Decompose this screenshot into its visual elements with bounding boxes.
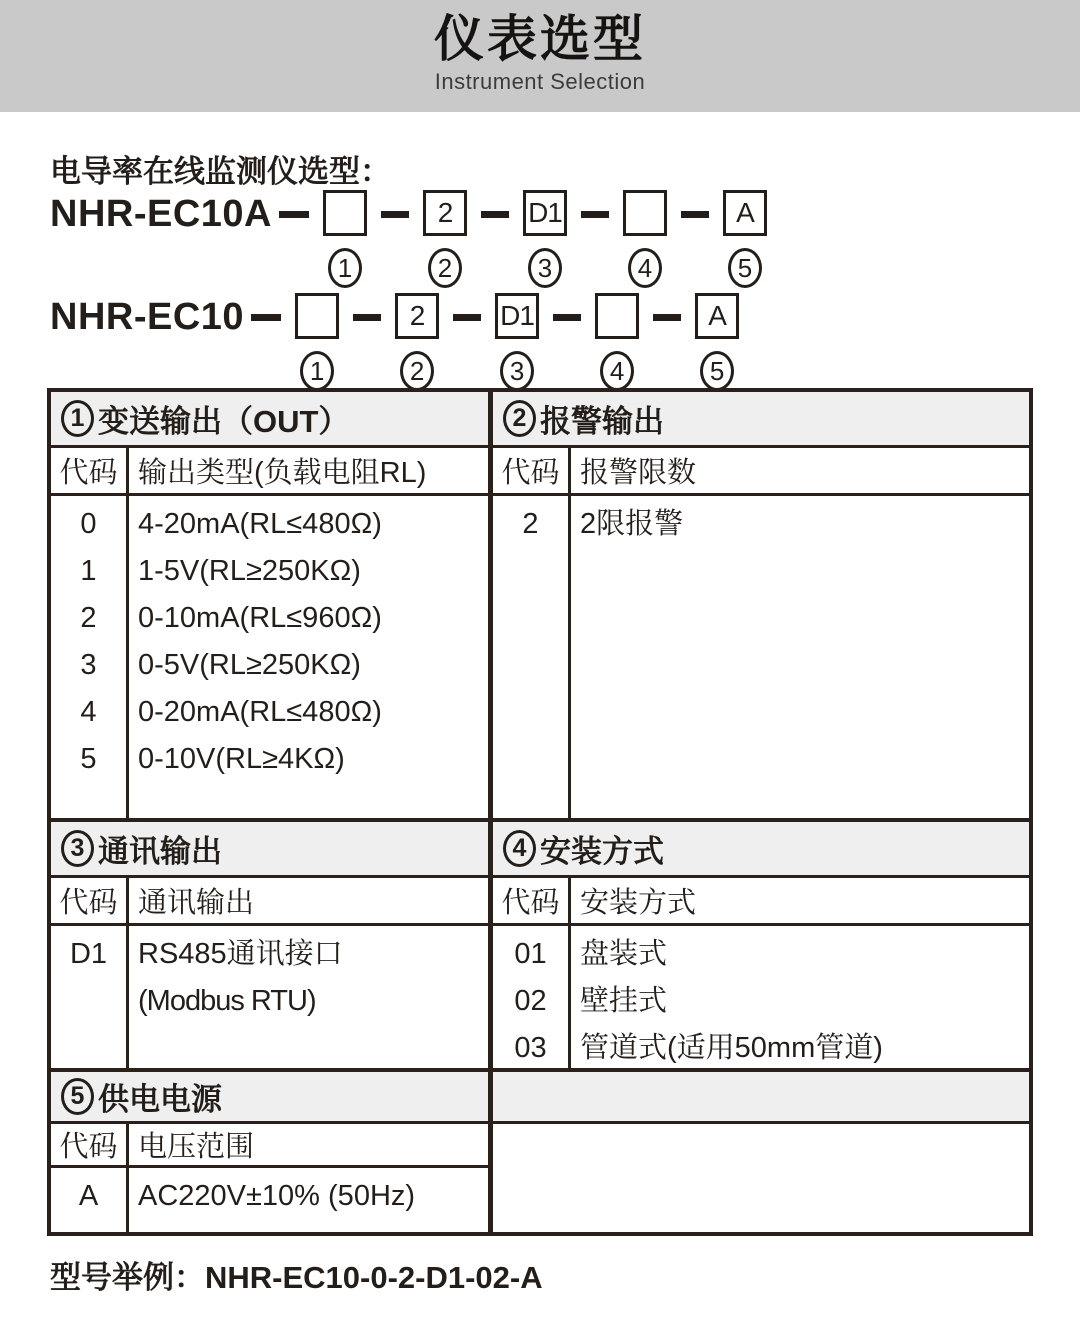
selector-heading: 电导率在线监测仪选型： [50, 154, 391, 189]
section-header-alarm-output [493, 392, 1029, 448]
page-header-band [0, 0, 1080, 112]
voltage-list [129, 1168, 488, 1232]
page-subtitle: Instrument Selection [434, 69, 646, 94]
data-mounting-style [493, 926, 1029, 1072]
code-box: A [695, 293, 739, 339]
example-label: 型号举例： [50, 1260, 205, 1295]
column-header-code: 代码 [51, 1124, 129, 1165]
output-type: 0-10mA(RL≤960Ω) [138, 602, 382, 634]
connector-dash [353, 314, 381, 321]
code-value: D1 [69, 938, 108, 970]
position-number-badge: 5 [728, 248, 762, 288]
code-values [80, 496, 96, 783]
example-value: NHR-EC10-0-2-D1-02-A [205, 1260, 543, 1295]
section-title: 变送输出（OUT） [98, 404, 350, 439]
circled-number-icon: 3 [61, 830, 94, 867]
code-slot-4 [623, 190, 667, 288]
mounting-value: 壁挂式 [580, 985, 668, 1017]
code-value: 01 [514, 938, 547, 970]
code-value: 02 [514, 985, 547, 1017]
model-prefix: NHR-EC10A [50, 193, 272, 235]
mounting-values [580, 926, 883, 1072]
code-box [623, 190, 667, 236]
code-value: 1 [80, 555, 97, 587]
communication-values [138, 926, 343, 1025]
subheader-power-supply [51, 1124, 493, 1168]
code-slot-5 [695, 293, 739, 391]
output-type: 1-5V(RL≥250KΩ) [138, 555, 361, 587]
code-value: 4 [80, 696, 97, 728]
column-header-mounting: 安装方式 [580, 887, 697, 919]
mounting-value: 盘装式 [580, 938, 668, 970]
subheader-transmit-output [51, 448, 493, 496]
code-value: 2 [80, 602, 97, 634]
column-header-code: 代码 [493, 448, 571, 493]
data-transmit-output [51, 496, 493, 822]
connector-dash [381, 211, 409, 218]
position-number-badge: 3 [500, 351, 534, 391]
voltage-values [138, 1168, 415, 1220]
connector-dash [481, 211, 509, 218]
communication-list [129, 926, 488, 1068]
section-title: 通讯输出 [98, 834, 222, 869]
code-slot-5 [723, 190, 767, 288]
connector-dash [653, 314, 681, 321]
data-alarm-output [493, 496, 1029, 822]
code-slot-3 [523, 190, 567, 288]
column-header-code: 代码 [51, 448, 129, 493]
connector-dash [279, 211, 309, 218]
connector-dash [453, 314, 481, 321]
connector-dash [581, 211, 609, 218]
code-box: 2 [395, 293, 439, 339]
selection-table [47, 388, 1033, 1236]
code-box: D1 [495, 293, 539, 339]
position-number-badge: 3 [528, 248, 562, 288]
code-box [595, 293, 639, 339]
code-slot-1 [295, 293, 339, 391]
code-slot-2 [395, 293, 439, 391]
position-number-badge: 4 [600, 351, 634, 391]
code-value: A [78, 1180, 99, 1212]
connector-dash [251, 314, 281, 321]
code-box: D1 [523, 190, 567, 236]
model-code-row-ec10a [50, 190, 767, 288]
connector-dash [681, 211, 709, 218]
code-list [493, 496, 571, 818]
section-header-power-supply [51, 1072, 493, 1124]
voltage-value: AC220V±10% (50Hz) [138, 1180, 416, 1212]
data-communication-output [51, 926, 493, 1072]
output-type-values [138, 496, 382, 783]
model-code-row-ec10 [50, 293, 739, 391]
communication-value: (Modbus RTU) [138, 985, 316, 1017]
section-header-empty [493, 1072, 1029, 1124]
code-box: 2 [423, 190, 467, 236]
position-number-badge: 2 [400, 351, 434, 391]
code-value: 0 [80, 508, 97, 540]
code-values [70, 926, 107, 978]
code-list [51, 1168, 129, 1232]
position-number-badge: 2 [428, 248, 462, 288]
column-header-voltage-range: 电压范围 [138, 1131, 255, 1163]
output-type: 4-20mA(RL≤480Ω) [138, 508, 382, 540]
position-number-badge: 5 [700, 351, 734, 391]
circled-number-icon: 1 [61, 400, 94, 437]
section-header-communication-output [51, 822, 493, 878]
code-box: A [723, 190, 767, 236]
circled-number-icon: 5 [61, 1078, 94, 1115]
section-header-mounting-style [493, 822, 1029, 878]
output-type: 0-20mA(RL≤480Ω) [138, 696, 382, 728]
alarm-limit: 2限报警 [580, 508, 684, 540]
code-slot-2 [423, 190, 467, 288]
section-title: 报警输出 [540, 404, 664, 439]
code-list [51, 496, 129, 818]
code-slot-4 [595, 293, 639, 391]
mounting-list [571, 926, 1029, 1072]
code-box [295, 293, 339, 339]
output-type: 0-10V(RL≥4KΩ) [138, 743, 345, 775]
position-number-badge: 1 [328, 248, 362, 288]
output-type: 0-5V(RL≥250KΩ) [138, 649, 361, 681]
code-values [514, 926, 546, 1072]
column-header-code: 代码 [493, 878, 571, 923]
code-value: 3 [80, 649, 97, 681]
communication-value: RS485通讯接口 [138, 938, 343, 970]
code-slot-3 [495, 293, 539, 391]
code-values [79, 1168, 98, 1220]
code-list [51, 926, 129, 1068]
model-prefix: NHR-EC10 [50, 296, 245, 338]
code-slot-1 [323, 190, 367, 288]
position-number-badge: 4 [628, 248, 662, 288]
column-header-communication: 通讯输出 [138, 887, 255, 919]
code-values [522, 496, 538, 548]
code-box [323, 190, 367, 236]
subheader-mounting-style [493, 878, 1029, 926]
mounting-value: 管道式(适用50mm管道) [580, 1032, 883, 1064]
circled-number-icon: 4 [503, 830, 536, 867]
section-header-transmit-output [51, 392, 493, 448]
output-type-list [129, 496, 488, 818]
model-example-line [50, 1252, 543, 1297]
column-header-alarm-limit: 报警限数 [580, 457, 697, 489]
code-value: 03 [514, 1032, 547, 1064]
connector-dash [553, 314, 581, 321]
page-title: 仪表选型 [434, 11, 646, 67]
code-list [493, 926, 571, 1072]
circled-number-icon: 2 [503, 400, 536, 437]
position-number-badge: 1 [300, 351, 334, 391]
section-title: 安装方式 [540, 834, 664, 869]
data-power-supply [51, 1168, 493, 1232]
subheader-alarm-output [493, 448, 1029, 496]
subheader-communication-output [51, 878, 493, 926]
code-value: 5 [80, 743, 97, 775]
alarm-limit-values [580, 496, 683, 548]
empty-cell [493, 1124, 1029, 1232]
column-header-code: 代码 [51, 878, 129, 923]
code-value: 2 [522, 508, 539, 540]
alarm-limit-list [571, 496, 1029, 818]
section-title: 供电电源 [98, 1082, 222, 1117]
column-header-output-type: 输出类型(负载电阻RL) [138, 457, 427, 489]
